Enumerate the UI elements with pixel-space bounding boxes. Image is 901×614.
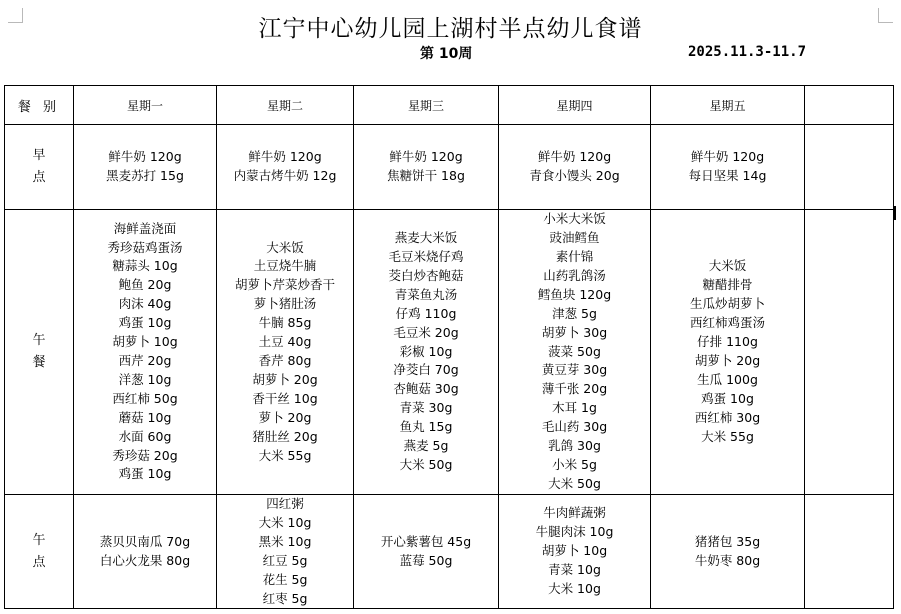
menu-item: 鲜牛奶 120g xyxy=(537,149,612,165)
menu-item: 黄豆芽 30g xyxy=(541,362,608,378)
menu-item: 萝卜猪肚汤 xyxy=(253,296,317,312)
meal-label-char: 午 xyxy=(32,532,46,548)
menu-item: 开心紫薯包 45g xyxy=(380,533,472,549)
menu-item: 白心火龙果 80g xyxy=(99,552,191,568)
menu-item: 小米 5g xyxy=(552,456,597,472)
menu-item: 大米 55g xyxy=(701,428,754,444)
menu-title: 江宁中心幼儿园上湖村半点幼儿食谱 xyxy=(258,16,643,42)
menu-item: 津葱 5g xyxy=(552,305,597,321)
menu-item: 鲜牛奶 120g xyxy=(389,149,463,165)
menu-item: 大米 10g xyxy=(258,514,312,530)
menu-cell xyxy=(499,495,651,609)
empty-cell xyxy=(805,125,894,210)
menu-cell xyxy=(74,125,217,210)
menu-item: 青菜 10g xyxy=(548,562,601,578)
meal-row xyxy=(5,495,894,609)
menu-item: 大米 50g xyxy=(548,475,601,491)
menu-cell xyxy=(354,495,499,609)
menu-item: 鲜牛奶 120g xyxy=(108,149,182,165)
menu-item: 黑米 10g xyxy=(258,533,312,549)
menu-cell xyxy=(651,125,805,210)
menu-cell xyxy=(217,125,354,210)
meal-label-char: 午 xyxy=(32,333,46,348)
meal-label xyxy=(5,495,74,609)
menu-item: 大米 55g xyxy=(258,447,312,463)
meal-column-header: 餐 别 xyxy=(5,86,74,125)
menu-item: 糖醋排骨 xyxy=(702,277,753,293)
menu-item: 西红柿鸡蛋汤 xyxy=(689,315,765,331)
menu-item: 胡萝卜 30g xyxy=(541,324,608,340)
menu-item: 红枣 5g xyxy=(262,590,308,606)
meal-label-char: 点 xyxy=(32,554,46,570)
header-row xyxy=(5,86,894,125)
menu-item: 大米 50g xyxy=(399,456,453,472)
menu-item: 糖蒜头 10g xyxy=(112,258,178,274)
menu-item: 蓝莓 50g xyxy=(399,552,453,568)
menu-item: 青食小馒头 20g xyxy=(529,168,620,183)
menu-item: 每日坚果 14g xyxy=(688,168,767,183)
day-header-mon: 星期一 xyxy=(74,86,217,125)
menu-item: 大米饭 xyxy=(708,258,747,274)
menu-item: 净茭白 70g xyxy=(393,362,459,378)
menu-item: 鱼丸 15g xyxy=(399,419,453,435)
menu-item: 萝卜 20g xyxy=(258,409,312,425)
menu-item: 牛腩 85g xyxy=(258,315,312,331)
menu-item: 蘑菇 10g xyxy=(118,409,172,425)
menu-item: 蒸贝贝南瓜 70g xyxy=(99,533,191,549)
menu-item: 大米 10g xyxy=(548,581,601,597)
menu-item: 仔鸡 110g xyxy=(395,305,457,321)
menu-cell xyxy=(499,125,651,210)
menu-item: 杏鲍菇 30g xyxy=(393,381,459,397)
menu-cell xyxy=(651,495,805,609)
menu-cell xyxy=(651,210,805,495)
menu-table xyxy=(4,85,894,609)
menu-item: 西红柿 30g xyxy=(694,409,761,425)
menu-item: 水面 60g xyxy=(118,428,172,444)
meal-label-char: 餐 xyxy=(32,355,46,370)
day-header-fri: 星期五 xyxy=(651,86,805,125)
meal-label xyxy=(5,210,74,495)
day-header-thu: 星期四 xyxy=(499,86,651,125)
menu-item: 生瓜 100g xyxy=(697,371,758,387)
menu-item: 青菜 30g xyxy=(399,400,453,416)
menu-item: 牛肉鲜蔬粥 xyxy=(543,505,606,521)
menu-cell xyxy=(354,125,499,210)
menu-item: 菠菜 50g xyxy=(548,343,601,359)
menu-item: 毛豆米 20g xyxy=(393,324,459,340)
menu-item: 茭白炒杏鲍菇 xyxy=(388,267,464,283)
text-cursor xyxy=(894,206,896,220)
menu-item: 大米饭 xyxy=(266,239,304,255)
menu-item: 鲜牛奶 120g xyxy=(690,149,765,165)
menu-item: 鸡蛋 10g xyxy=(118,466,172,482)
meal-row xyxy=(5,125,894,210)
empty-header-cell xyxy=(805,86,894,125)
menu-item: 胡萝卜 10g xyxy=(541,543,608,559)
menu-item: 生瓜炒胡萝卜 xyxy=(689,296,765,312)
menu-item: 燕麦 5g xyxy=(403,438,449,454)
menu-item: 木耳 1g xyxy=(552,400,597,416)
menu-item: 秀珍菇 20g xyxy=(112,447,178,463)
empty-cell xyxy=(805,210,894,495)
menu-item: 牛腿肉沫 10g xyxy=(535,524,614,540)
meal-label xyxy=(5,125,74,210)
menu-item: 香干丝 10g xyxy=(252,390,318,406)
meal-row xyxy=(5,210,894,495)
menu-item: 青菜鱼丸汤 xyxy=(394,286,458,302)
menu-item: 花生 5g xyxy=(262,571,308,587)
menu-item: 内蒙古烤牛奶 12g xyxy=(233,168,337,183)
menu-item: 西红柿 50g xyxy=(112,390,178,406)
menu-item: 胡萝卜芹菜炒香干 xyxy=(234,277,335,293)
menu-item: 四红粥 xyxy=(266,496,304,511)
week-label: 第 10周 xyxy=(420,46,473,62)
menu-item: 仔排 110g xyxy=(697,334,758,350)
menu-item: 香芹 80g xyxy=(258,353,312,368)
menu-item: 焦糖饼干 18g xyxy=(387,168,465,183)
empty-cell xyxy=(805,495,894,609)
day-header-tue: 星期二 xyxy=(217,86,354,125)
menu-item: 乳鸽 30g xyxy=(548,438,601,454)
menu-item: 豉油鳕鱼 xyxy=(549,230,600,246)
menu-item: 海鲜盖浇面 xyxy=(113,220,177,236)
meal-label-char: 点 xyxy=(32,170,46,185)
menu-item: 土豆烧牛腩 xyxy=(253,258,317,274)
menu-item: 牛奶枣 80g xyxy=(694,552,761,568)
menu-cell xyxy=(217,210,354,495)
menu-item: 鸡蛋 10g xyxy=(701,390,754,406)
menu-item: 猪猪包 35g xyxy=(694,533,761,549)
date-range: 2025.11.3-11.7 xyxy=(688,44,807,60)
meal-label-char: 早 xyxy=(32,148,46,163)
menu-cell xyxy=(499,210,651,495)
menu-item: 猪肚丝 20g xyxy=(252,428,318,444)
menu-item: 鸡蛋 10g xyxy=(118,315,172,331)
menu-item: 彩椒 10g xyxy=(399,343,453,359)
menu-item: 黑麦苏打 15g xyxy=(106,168,184,183)
menu-item: 薄千张 20g xyxy=(541,381,608,397)
menu-cell xyxy=(217,495,354,609)
menu-cell xyxy=(354,210,499,495)
day-header-wed: 星期三 xyxy=(354,86,499,125)
menu-item: 西芹 20g xyxy=(118,353,172,368)
menu-item: 胡萝卜 20g xyxy=(694,353,761,368)
menu-item: 鲍鱼 20g xyxy=(118,277,172,293)
menu-item: 秀珍菇鸡蛋汤 xyxy=(107,239,183,255)
menu-item: 毛山药 30g xyxy=(541,419,608,435)
menu-item: 鲜牛奶 120g xyxy=(248,149,322,165)
menu-item: 红豆 5g xyxy=(262,552,308,568)
menu-item: 山药乳鸽汤 xyxy=(543,267,606,283)
menu-cell xyxy=(74,495,217,609)
menu-item: 毛豆米烧仔鸡 xyxy=(388,249,464,265)
menu-cell xyxy=(74,210,217,495)
menu-item: 小米大米饭 xyxy=(543,211,606,227)
menu-item: 肉沫 40g xyxy=(118,296,172,312)
menu-item: 燕麦大米饭 xyxy=(394,230,458,246)
menu-item: 胡萝卜 10g xyxy=(112,334,178,350)
menu-item: 土豆 40g xyxy=(258,334,312,350)
menu-item: 素什锦 xyxy=(555,249,594,265)
menu-item: 鳕鱼块 120g xyxy=(537,286,612,302)
menu-item: 胡萝卜 20g xyxy=(252,371,318,387)
menu-item: 洋葱 10g xyxy=(118,371,172,387)
